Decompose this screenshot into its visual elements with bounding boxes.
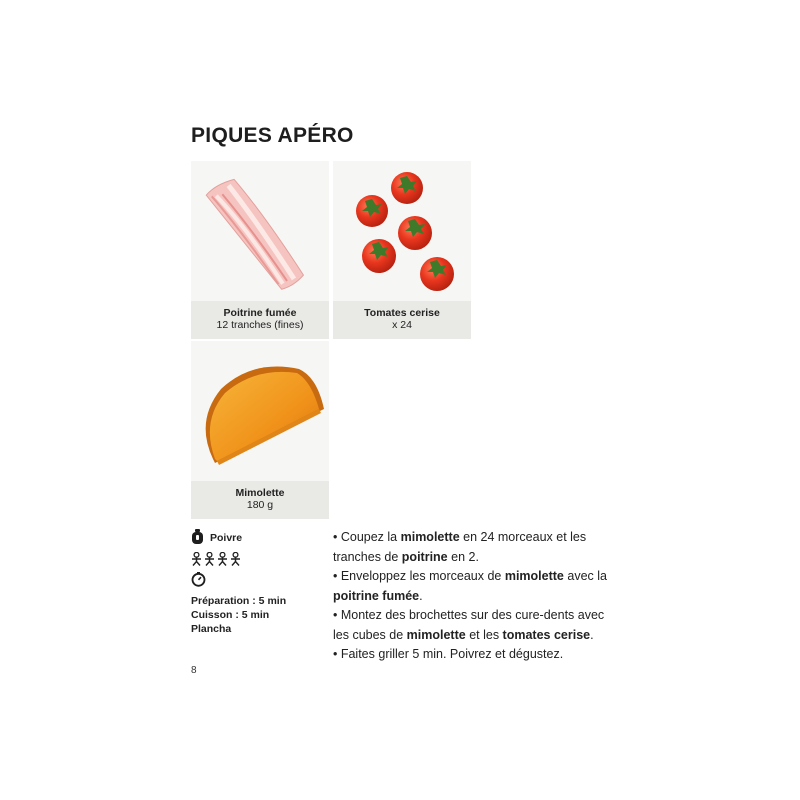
ingredient-quantity: x 24 <box>392 319 412 331</box>
ingredient-card-mimolette <box>191 341 329 519</box>
ingredient-name: Mimolette <box>235 487 285 499</box>
page-number: 8 <box>191 665 197 676</box>
ingredient-card-tomatoes <box>333 161 471 339</box>
step-highlight: mimolette <box>504 569 564 583</box>
person-icon <box>217 552 228 566</box>
person-icon <box>191 552 202 566</box>
pepper-grinder-icon <box>191 529 204 547</box>
person-icon <box>230 552 241 566</box>
step-highlight: poitrine <box>401 549 448 564</box>
step-highlight: mimolette <box>400 530 460 544</box>
ingredient-name: Tomates cerise <box>364 307 440 319</box>
preparation-time: Préparation : 5 min <box>191 595 287 607</box>
ingredient-name: Poitrine fumée <box>223 307 297 319</box>
ingredient-card-bacon <box>191 161 329 339</box>
ingredient-quantity: 12 tranches (fines) <box>216 319 304 331</box>
recipe-info <box>191 530 286 636</box>
pantry-label: Poivre <box>210 532 243 544</box>
step-highlight: tomates cerise <box>502 627 591 642</box>
step-3: • Montez des brochettes sur des cure-dents avec les cubes de mimolette et les tomates cerise. <box>333 608 605 642</box>
step-1: • Coupez la mimolette en 24 morceaux et les tranches de poitrine en 2. <box>333 530 587 564</box>
servings <box>191 552 286 566</box>
step-highlight: poitrine fumée <box>333 588 420 603</box>
cherry-tomatoes-image <box>333 161 471 301</box>
step-4: • Faites griller 5 min. Poivrez et dégustez. <box>333 647 564 661</box>
step-2: • Enveloppez les morceaux de mimolette avec la poitrine fumée. <box>333 569 607 603</box>
pantry-item <box>191 530 286 546</box>
page-title: PIQUES APÉRO <box>191 124 354 147</box>
timer-icon <box>191 572 286 590</box>
bacon-image <box>191 161 329 301</box>
equipment: Plancha <box>191 623 232 635</box>
recipe-steps <box>333 528 623 665</box>
cooking-time: Cuisson : 5 min <box>191 609 270 621</box>
step-highlight: mimolette <box>406 627 466 642</box>
mimolette-image <box>191 341 329 481</box>
person-icon <box>204 552 215 566</box>
ingredient-quantity: 180 g <box>246 499 274 511</box>
